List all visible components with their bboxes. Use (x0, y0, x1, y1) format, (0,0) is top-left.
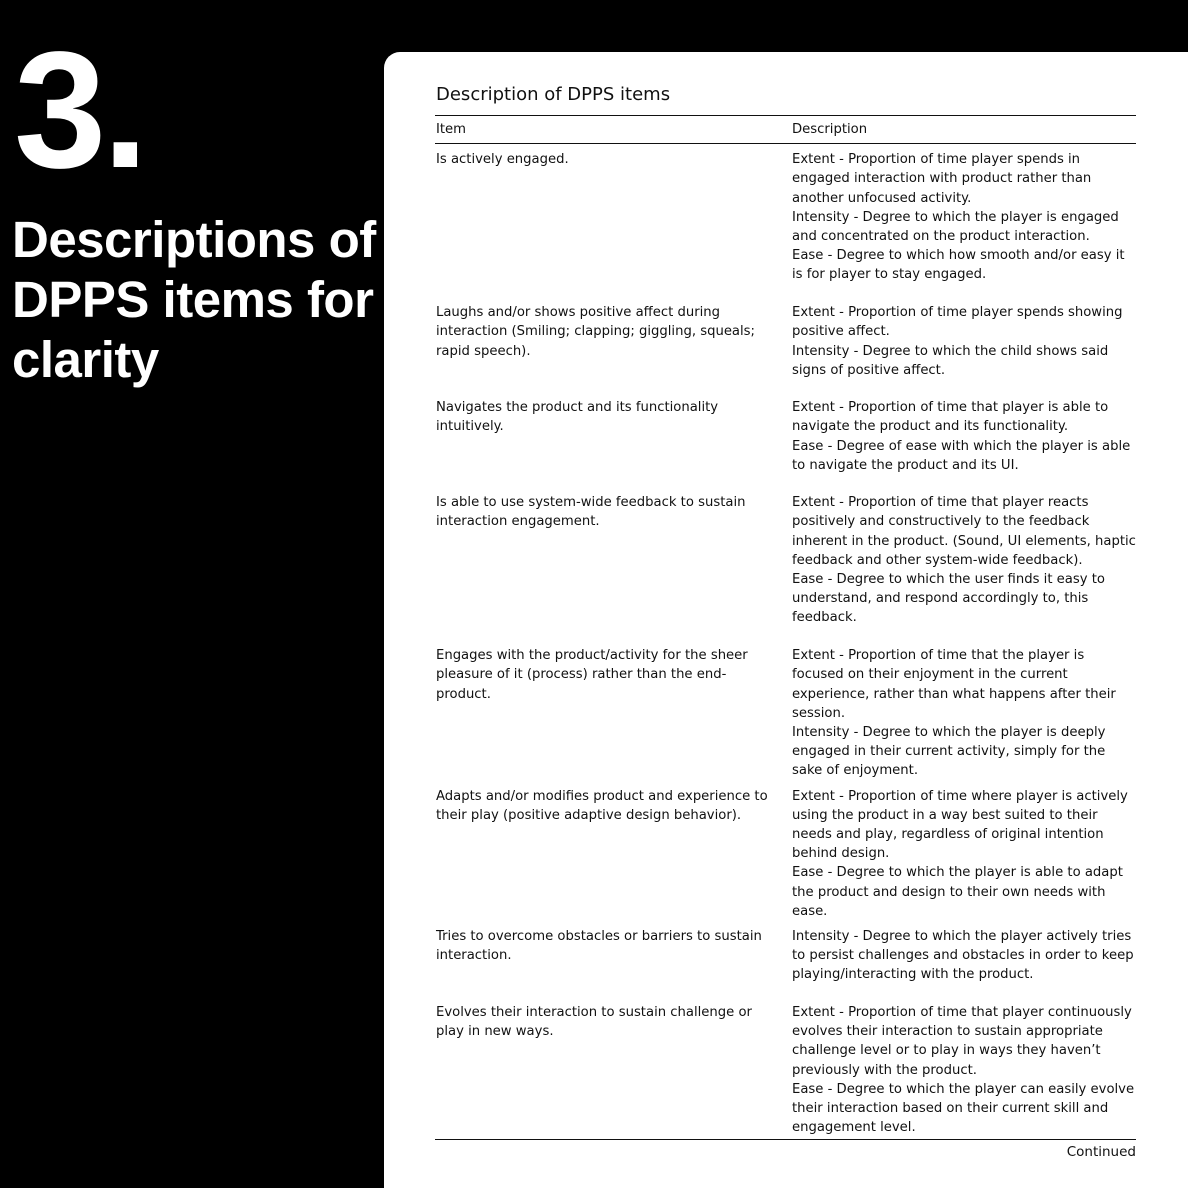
description-line: Extent - Proportion of time that player is able to navigate the product and its functionality. (792, 400, 1109, 435)
description-line: Ease - Degree to which the player is able to adapt the product and design to their own needs with ease. (792, 865, 1123, 919)
left-panel (0, 0, 384, 1188)
description-cell (791, 640, 1136, 780)
item-cell: Is able to use system-wide feedback to sustain interaction engagement. (436, 495, 746, 530)
table-wrapper (435, 115, 1136, 1160)
header-description: Description (792, 122, 868, 137)
description-line: Extent - Proportion of time that player reacts positively and constructively to the feedback inherent in the product. (Sound, UI elements, haptic feedback and other system-wide feedback). (792, 495, 1136, 568)
table-row (435, 640, 1136, 780)
description-line: Extent - Proportion of time that the player is focused on their enjoyment in the current experience, rather than what happens after their session. (792, 648, 1116, 721)
description-line: Ease - Degree to which how smooth and/or easy it is for player to stay engaged. (792, 248, 1125, 283)
dpps-items-table (435, 115, 1136, 1137)
header-item: Item (436, 122, 467, 137)
item-cell: Adapts and/or modifies product and experience to their play (positive adaptive design behavior). (436, 788, 768, 823)
description-line: Extent - Proportion of time player spends in engaged interaction with product rather than another unfocused activity. (792, 152, 1092, 206)
continued-note: Continued (1066, 1144, 1136, 1161)
description-line: Ease - Degree of ease with which the player is able to navigate the product and its UI. (792, 438, 1131, 473)
description-line: Extent - Proportion of time player spends showing positive affect. (792, 305, 1123, 340)
description-cell (791, 997, 1136, 1137)
table-bottom-rule (435, 1139, 1136, 1140)
description-cell (791, 781, 1136, 921)
table-caption: Description of DPPS items (436, 84, 671, 105)
table-header-row (435, 116, 1136, 144)
table-row (435, 781, 1136, 921)
description-line: Ease - Degree to which the player can easily evolve their interaction based on their current skill and engagement level. (792, 1081, 1135, 1136)
description-cell (791, 392, 1136, 487)
item-cell: Evolves their interaction to sustain challenge or play in new ways. (436, 1005, 752, 1040)
description-line: Intensity - Degree to which the player is engaged and concentrated on the product interaction. (792, 209, 1119, 245)
table-row (435, 392, 1136, 487)
description-line: Intensity - Degree to which the player is deeply engaged in their current activity, simply for the sake of enjoyment. (792, 725, 1106, 779)
item-cell: Engages with the product/activity for the sheer pleasure of it (process) rather than the end-product. (436, 648, 748, 702)
table-row (435, 487, 1136, 640)
section-number: 3. (14, 18, 145, 203)
item-cell: Is actively engaged. (436, 152, 569, 168)
description-line: Extent - Proportion of time that player continuously evolves their interaction to sustain appropriate challenge level or to play in ways they haven’t previously with the product. (792, 1005, 1132, 1078)
table-row (435, 144, 1136, 298)
description-line: Ease - Degree to which the user finds it easy to understand, and respond accordingly to, this feedback. (792, 572, 1105, 626)
description-line: Intensity - Degree to which the child shows said signs of positive affect. (792, 343, 1109, 378)
item-cell: Laughs and/or shows positive affect during interaction (Smiling; clapping; giggling, squeals; rapid speech). (436, 305, 755, 359)
description-line: Intensity - Degree to which the player actively tries to persist challenges and obstacles in order to keep playing/interacting with the product. (792, 929, 1134, 983)
table-row (435, 297, 1136, 392)
description-line: Extent - Proportion of time where player is actively using the product in a way best suited to their needs and play, regardless of original intention behind design. (792, 788, 1128, 862)
description-cell (791, 144, 1136, 298)
description-cell (791, 297, 1136, 392)
description-cell (791, 921, 1136, 997)
item-cell: Navigates the product and its functionality intuitively. (436, 400, 719, 435)
section-title: Descriptions of DPPS items for clarity (12, 211, 376, 388)
table-row (435, 997, 1136, 1137)
item-cell: Tries to overcome obstacles or barriers to sustain interaction. (436, 929, 762, 964)
description-cell (791, 487, 1136, 640)
table-row (435, 921, 1136, 997)
document-card (384, 52, 1188, 1188)
